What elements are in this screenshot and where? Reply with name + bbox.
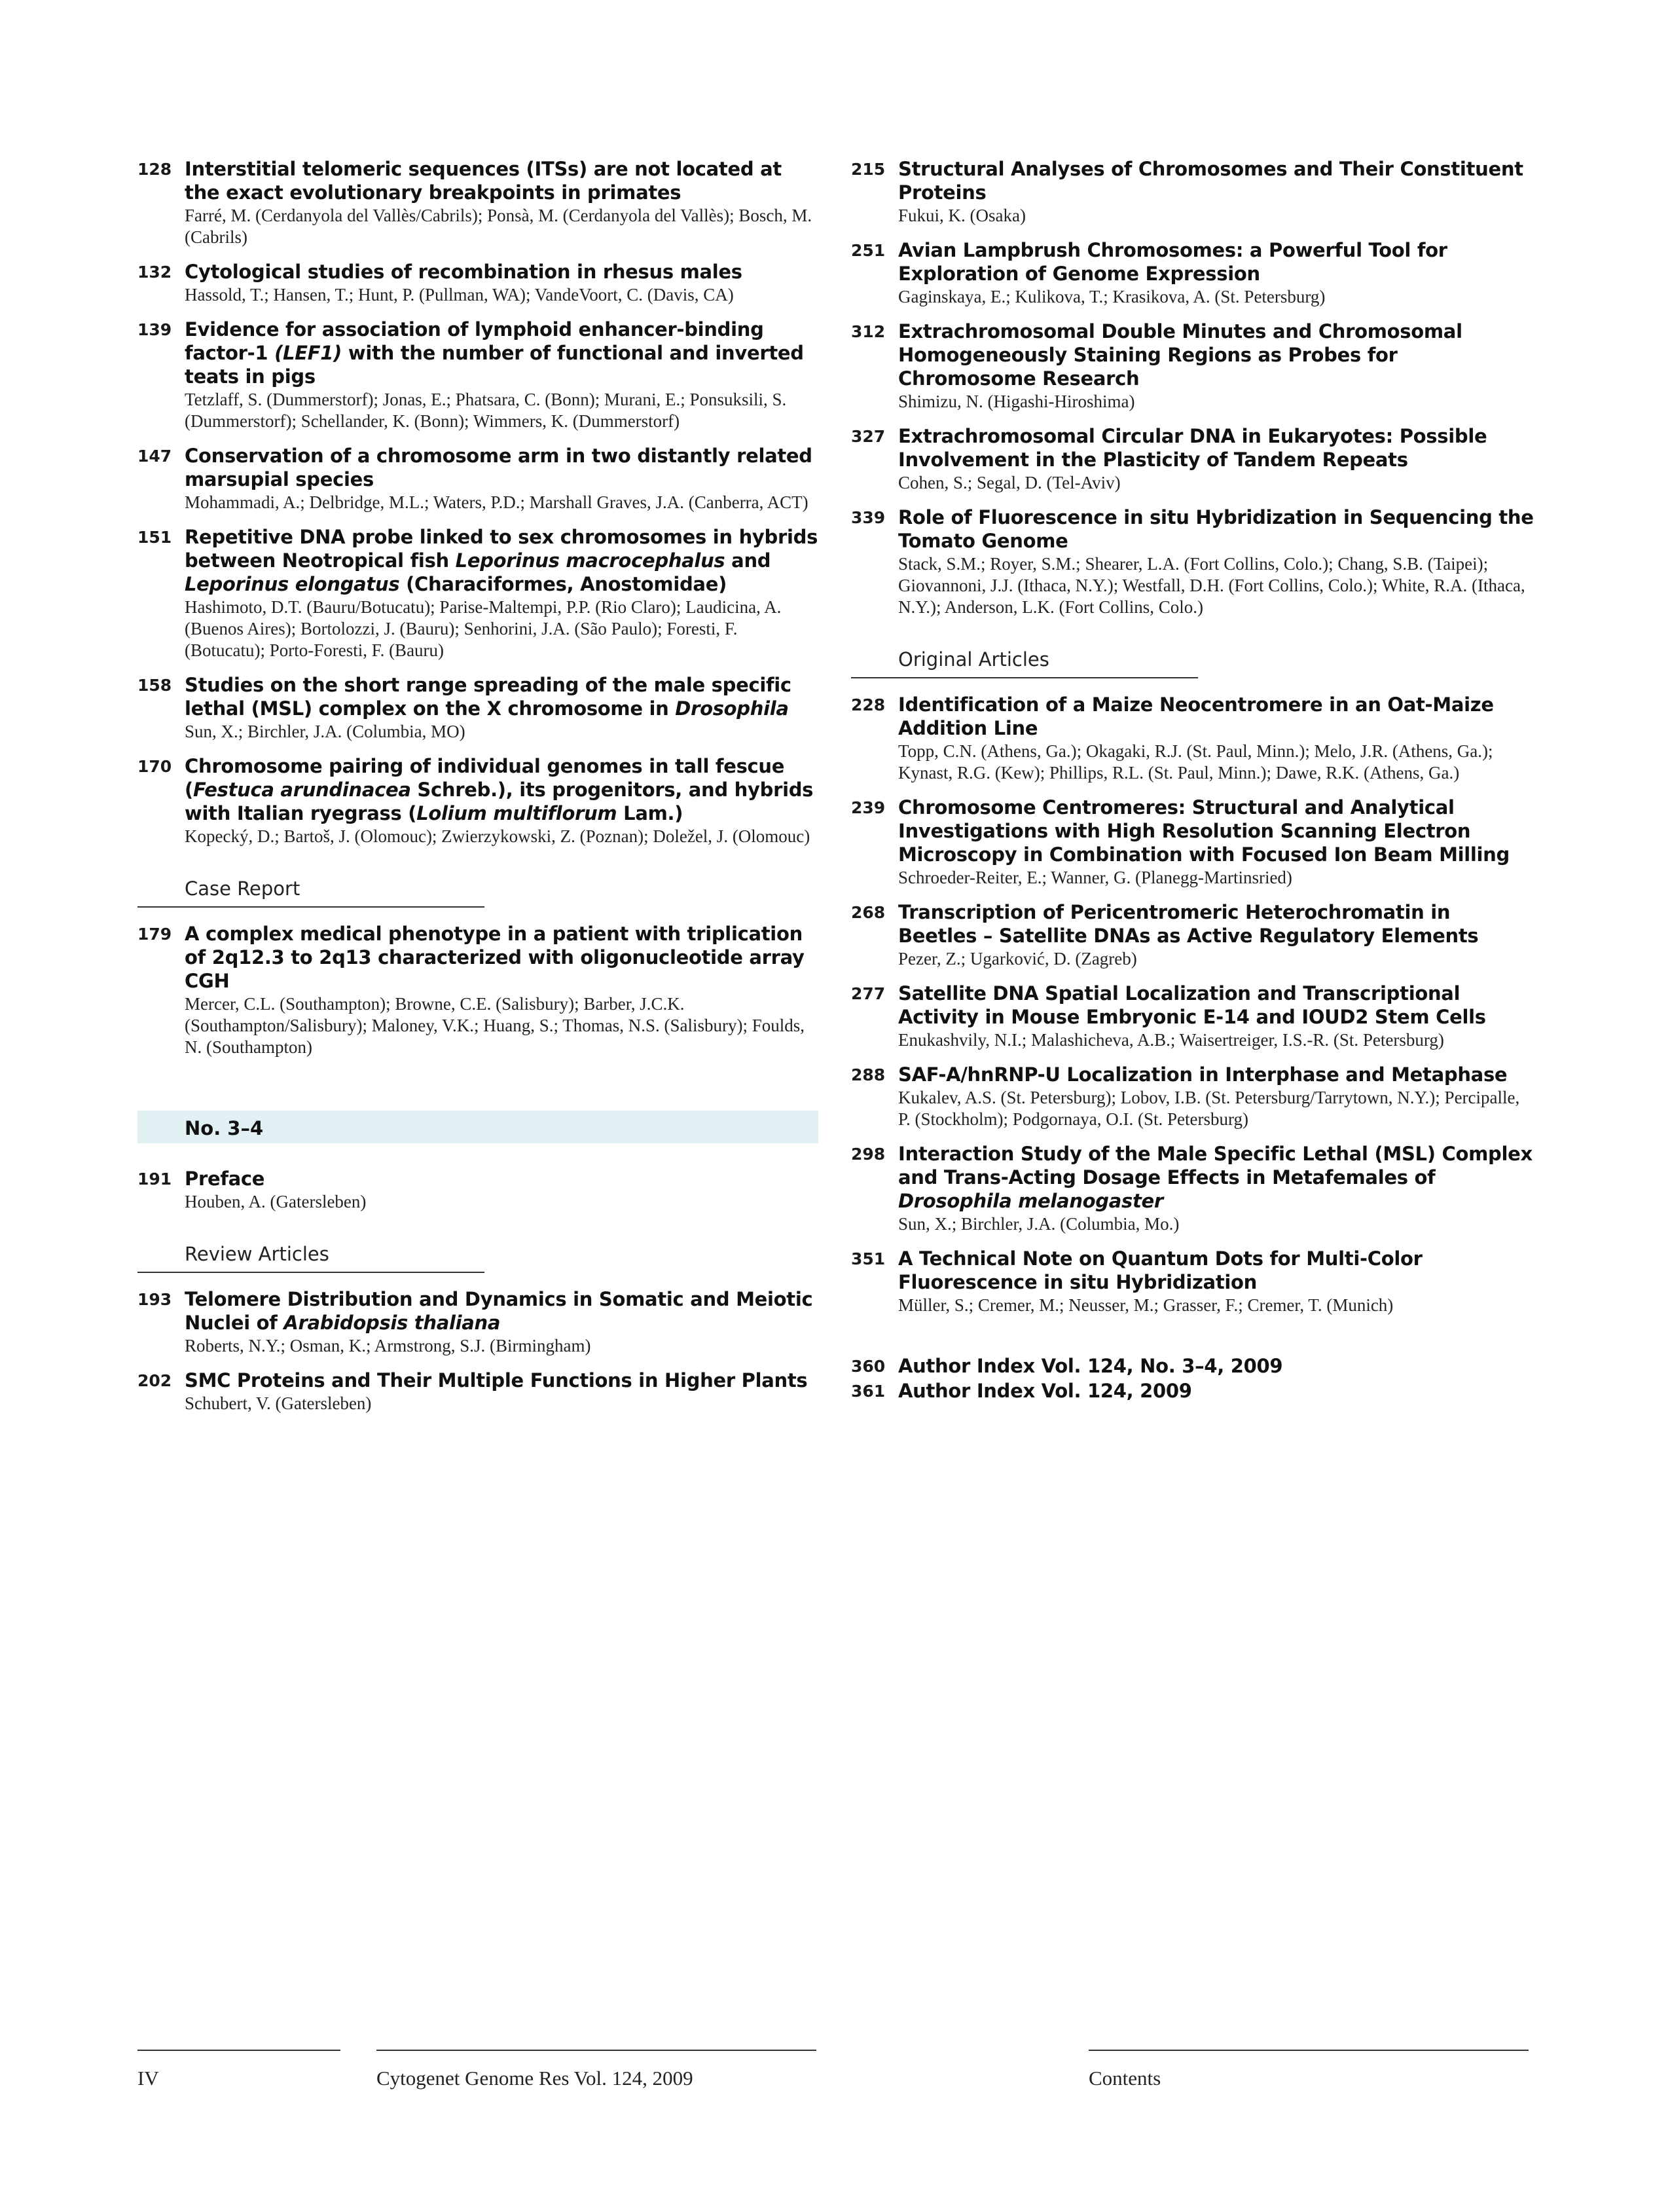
entry-title[interactable]: Author Index Vol. 124, 2009 — [898, 1380, 1192, 1402]
entry-title-part: Lam.) — [617, 802, 683, 824]
entry-page-number: 215 — [851, 160, 886, 179]
entry-page-number: 327 — [851, 427, 886, 446]
entry-title[interactable]: Satellite DNA Spatial Localization and Transcriptional Activity in Mouse Embryonic E-14 and IOUD2 Stem Cells — [898, 982, 1486, 1028]
entry-title-part: Repetitive DNA probe linked to sex chromosomes in hybrids between Neotropical fish — [185, 526, 818, 572]
entry-title-italic: (LEF1) — [274, 342, 342, 364]
toc-entry — [851, 1247, 1535, 1316]
entry-page-number: 202 — [137, 1371, 172, 1390]
entry-authors: Pezer, Z.; Ugarković, D. (Zagreb) — [898, 949, 1137, 968]
entry-title[interactable] — [185, 1287, 818, 1335]
footer-rule — [376, 2050, 816, 2051]
entry-title[interactable]: A complex medical phenotype in a patient with triplication of 2q12.3 to 2q13 characterized with oligonucleotide array CGH — [185, 923, 805, 992]
entry-authors: Stack, S.M.; Royer, S.M.; Shearer, L.A. (Fort Collins, Colo.); Chang, S.B. (Taipei); Giovannoni, J.J. (Ithaca, N.Y.); Westfall, D.H. (Fort Collins, Colo.); White, R.A. (Ithaca, N.Y.); Anderson, L.K. (Fort Collins, Colo.) — [898, 554, 1525, 617]
entry-page-number: 193 — [137, 1290, 172, 1309]
entry-page-number: 277 — [851, 984, 886, 1003]
entry-authors: Topp, C.N. (Athens, Ga.); Okagaki, R.J. (St. Paul, Minn.); Melo, J.R. (Athens, Ga.); Kynast, R.G. (Kew); Phillips, R.L. (St. Paul, Minn.); Dawe, R.K. (Athens, Ga.) — [898, 741, 1493, 783]
section-label: Case Report — [185, 877, 300, 900]
section-rule — [851, 677, 1198, 678]
entry-page-number: 351 — [851, 1249, 886, 1268]
entry-authors: Fukui, K. (Osaka) — [898, 206, 1026, 225]
entry-title-italic: Leporinus macrocephalus — [455, 549, 725, 572]
entry-authors: Schroeder-Reiter, E.; Wanner, G. (Planegg-Martinsried) — [898, 868, 1292, 887]
entry-page-number: 151 — [137, 528, 172, 547]
entry-title[interactable] — [185, 525, 818, 596]
footer-page-number-block — [137, 2050, 340, 2090]
entry-title-italic: Festuca arundinacea — [192, 779, 411, 801]
entry-authors: Sun, X.; Birchler, J.A. (Columbia, Mo.) — [898, 1214, 1180, 1234]
entry-page-number: 298 — [851, 1145, 886, 1164]
entry-page-number: 361 — [851, 1382, 886, 1401]
entry-authors: Shimizu, N. (Higashi-Hiroshima) — [898, 392, 1135, 411]
entry-page-number: 268 — [851, 903, 886, 922]
footer-rule — [137, 2050, 340, 2051]
entry-title[interactable]: A Technical Note on Quantum Dots for Multi-Color Fluorescence in situ Hybridization — [898, 1247, 1423, 1293]
entry-title[interactable]: Chromosome Centromeres: Structural and Analytical Investigations with High Resolution Scanning Electron Microscopy in Combination with Focused Ion Beam Milling — [898, 796, 1510, 866]
entry-page-number: 158 — [137, 676, 172, 695]
entry-title-part: Chromosome pairing of individual genomes in tall fescue ( — [185, 755, 785, 801]
entry-authors: Mercer, C.L. (Southampton); Browne, C.E. (Salisbury); Barber, J.C.K. (Southampton/Salisbury); Maloney, V.K.; Huang, S.; Thomas, N.S. (Salisbury); Foulds, N. (Southampton) — [185, 994, 805, 1057]
entry-authors: Mohammadi, A.; Delbridge, M.L.; Waters, P.D.; Marshall Graves, J.A. (Canberra, ACT) — [185, 492, 808, 512]
toc-entry — [137, 318, 818, 432]
entry-page-number: 251 — [851, 241, 886, 260]
entry-title[interactable]: Structural Analyses of Chromosomes and Their Constituent Proteins — [898, 158, 1523, 204]
section-label: Review Articles — [185, 1243, 329, 1265]
entry-title[interactable]: Transcription of Pericentromeric Heterochromatin in Beetles – Satellite DNAs as Active Regulatory Elements — [898, 901, 1479, 947]
toc-entry — [137, 157, 818, 248]
issue-heading: No. 3–4 — [185, 1117, 264, 1139]
entry-authors: Farré, M. (Cerdanyola del Vallès/Cabrils); Ponsà, M. (Cerdanyola del Vallès); Bosch, M. (Cabrils) — [185, 206, 812, 247]
entry-title[interactable]: Avian Lampbrush Chromosomes: a Powerful Tool for Exploration of Genome Expression — [898, 239, 1447, 285]
entry-title-italic: Arabidopsis thaliana — [283, 1312, 501, 1334]
entry-authors: Tetzlaff, S. (Dummerstorf); Jonas, E.; Phatsara, C. (Bonn); Murani, E.; Ponsuksili, S. (Dummerstorf); Schellander, K. (Bonn); Wimmers, K. (Dummerstorf) — [185, 390, 787, 431]
footer-rule — [1089, 2050, 1529, 2051]
entry-title[interactable]: Interstitial telomeric sequences (ITSs) are not located at the exact evolutionary breakpoints in primates — [185, 158, 782, 204]
entry-authors: Müller, S.; Cremer, M.; Neusser, M.; Grasser, F.; Cremer, T. (Munich) — [898, 1295, 1394, 1315]
entry-page-number: 239 — [851, 798, 886, 817]
toc-entry — [851, 157, 1535, 227]
toc-entry — [851, 900, 1535, 970]
toc-entry — [137, 922, 818, 1058]
toc-entry — [851, 982, 1535, 1051]
toc-entry — [137, 444, 818, 513]
section-label: Original Articles — [898, 648, 1049, 671]
toc-entry — [851, 320, 1535, 413]
section-rule — [137, 1272, 484, 1273]
entry-authors: Hassold, T.; Hansen, T.; Hunt, P. (Pullman, WA); VandeVoort, C. (Davis, CA) — [185, 285, 734, 304]
entry-authors: Kukalev, A.S. (St. Petersburg); Lobov, I.B. (St. Petersburg/Tarrytown, N.Y.); Percipalle, P. (Stockholm); Podgornaya, O.I. (St. Petersburg) — [898, 1088, 1520, 1129]
entry-page-number: 191 — [137, 1170, 172, 1189]
entry-page-number: 170 — [137, 757, 172, 776]
section-rule — [137, 906, 484, 908]
entry-authors: Houben, A. (Gatersleben) — [185, 1192, 367, 1211]
entry-title[interactable]: Cytological studies of recombination in rhesus males — [185, 261, 742, 283]
issue-heading-bar — [137, 1111, 818, 1143]
toc-entry — [137, 673, 818, 743]
entry-page-number: 360 — [851, 1357, 886, 1376]
entry-authors: Enukashvily, N.I.; Malashicheva, A.B.; Waisertreiger, I.S.-R. (St. Petersburg) — [898, 1030, 1444, 1050]
section-case-report — [137, 877, 818, 908]
footer-section-block — [1089, 2050, 1529, 2090]
toc-entry — [851, 506, 1535, 618]
toc-entry — [137, 525, 818, 661]
entry-page-number: 288 — [851, 1065, 886, 1084]
entry-page-number: 147 — [137, 447, 172, 466]
entry-title[interactable] — [185, 754, 818, 825]
toc-entry — [851, 1063, 1535, 1130]
spacer — [851, 1328, 1535, 1354]
toc-entry — [137, 260, 818, 306]
toc-entry — [137, 1369, 818, 1414]
entry-title-italic: Drosophila melanogaster — [898, 1190, 1163, 1212]
entry-title[interactable] — [185, 318, 818, 388]
entry-title[interactable]: Extrachromosomal Double Minutes and Chromosomal Homogeneously Staining Regions as Probes for Chromosome Research — [898, 320, 1462, 390]
entry-title-italic: Leporinus elongatus — [185, 573, 400, 595]
entry-title-part: Evidence for association of lymphoid enhancer-binding factor-1 — [185, 318, 764, 364]
toc-entry — [851, 693, 1535, 784]
entry-page-number: 312 — [851, 322, 886, 341]
entry-title-italic: Lolium multiflorum — [416, 802, 617, 824]
entry-title-part: (Characiformes, Anostomidae) — [399, 573, 727, 595]
entry-title[interactable]: Extrachromosomal Circular DNA in Eukaryotes: Possible Involvement in the Plasticity of Tandem Repeats — [898, 425, 1487, 471]
entry-title[interactable] — [898, 1142, 1535, 1213]
entry-title-part: with the number of functional and inverted teats in pigs — [185, 342, 804, 388]
left-column — [137, 157, 818, 1426]
entry-title-italic: Drosophila — [675, 697, 789, 720]
footer-journal-block — [376, 2050, 816, 2090]
entry-authors: Roberts, N.Y.; Osman, K.; Armstrong, S.J. (Birmingham) — [185, 1336, 591, 1355]
author-index-entry — [851, 1354, 1535, 1378]
footer-page-number: IV — [137, 2067, 159, 2090]
entry-page-number: 339 — [851, 508, 886, 527]
toc-entry — [137, 1287, 818, 1357]
entry-title-part: and — [725, 549, 771, 572]
entry-authors: Hashimoto, D.T. (Bauru/Botucatu); Parise-Maltempi, P.P. (Rio Claro); Laudicina, A. (Buenos Aires); Bortolozzi, J. (Bauru); Senhorini, J.A. (São Paulo); Foresti, F. (Botucatu); Porto-Foresti, F. (Bauru) — [185, 597, 782, 660]
entry-title-part: Studies on the short range spreading of the male specific lethal (MSL) complex on the X chromosome in — [185, 674, 791, 720]
entry-title[interactable]: Author Index Vol. 124, No. 3–4, 2009 — [898, 1355, 1283, 1377]
toc-entry — [851, 424, 1535, 494]
entry-title[interactable]: SAF-A/hnRNP-U Localization in Interphase and Metaphase — [898, 1063, 1508, 1086]
toc-entry — [137, 1167, 818, 1213]
entry-title-part: Schreb.), its progenitors, and hybrids with Italian ryegrass ( — [185, 779, 814, 824]
entry-title-part: Interaction Study of the Male Specific Lethal (MSL) Complex and Trans-Acting Dosage Effects in Metafemales of — [898, 1143, 1533, 1189]
entry-title[interactable]: Role of Fluorescence in situ Hybridization in Sequencing the Tomato Genome — [898, 506, 1534, 552]
entry-page-number: 128 — [137, 160, 172, 179]
toc-entry — [851, 796, 1535, 889]
right-column — [851, 157, 1535, 1404]
entry-title[interactable]: SMC Proteins and Their Multiple Functions in Higher Plants — [185, 1369, 808, 1392]
toc-entry — [851, 238, 1535, 308]
entry-authors: Gaginskaya, E.; Kulikova, T.; Krasikova, A. (St. Petersburg) — [898, 287, 1326, 306]
entry-page-number: 132 — [137, 263, 172, 282]
entry-title-part: Telomere Distribution and Dynamics in Somatic and Meiotic Nuclei of — [185, 1288, 813, 1334]
section-review-articles — [137, 1243, 818, 1273]
author-index-entry — [851, 1379, 1535, 1403]
entry-authors: Schubert, V. (Gatersleben) — [185, 1393, 372, 1413]
entry-title[interactable]: Identification of a Maize Neocentromere in an Oat-Maize Addition Line — [898, 693, 1494, 739]
toc-entry — [137, 754, 818, 847]
entry-title[interactable]: Preface — [185, 1168, 265, 1190]
entry-page-number: 139 — [137, 320, 172, 339]
entry-authors: Kopecký, D.; Bartoš, J. (Olomouc); Zwierzykowski, Z. (Poznan); Doležel, J. (Olomouc) — [185, 826, 810, 846]
entry-title[interactable]: Conservation of a chromosome arm in two distantly related marsupial species — [185, 445, 812, 490]
entry-authors: Sun, X.; Birchler, J.A. (Columbia, MO) — [185, 722, 465, 741]
entry-title[interactable] — [185, 673, 818, 720]
entry-page-number: 228 — [851, 695, 886, 714]
footer-journal: Cytogenet Genome Res Vol. 124, 2009 — [376, 2067, 693, 2090]
toc-entry — [851, 1142, 1535, 1235]
section-original-articles — [851, 648, 1535, 678]
entry-authors: Cohen, S.; Segal, D. (Tel-Aviv) — [898, 473, 1121, 492]
footer-section: Contents — [1089, 2067, 1161, 2090]
entry-page-number: 179 — [137, 925, 172, 944]
